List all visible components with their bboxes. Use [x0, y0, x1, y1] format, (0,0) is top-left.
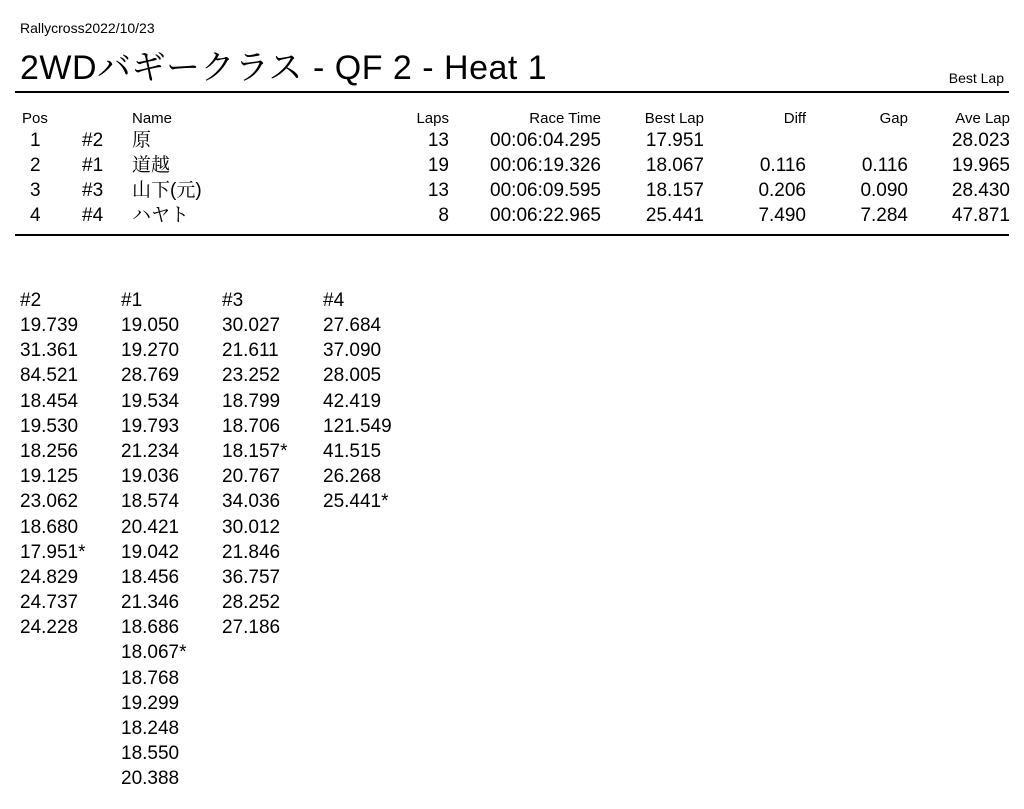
lap-time: 37.090 — [323, 340, 382, 362]
cell-gap — [806, 128, 908, 153]
cell-diff: 0.206 — [758, 180, 806, 201]
lap-time: 18.067* — [121, 642, 187, 664]
lap-time: 18.456 — [121, 566, 180, 588]
cell-gap: 0.090 — [860, 180, 908, 201]
lap-time: 42.419 — [323, 390, 382, 412]
lap-time: 25.441* — [323, 491, 389, 513]
col-race-time-header: Race Time — [529, 109, 601, 127]
cell-name: 山下(元) — [132, 180, 202, 201]
lap-time: 21.346 — [121, 592, 180, 614]
lap-time: 18.686 — [121, 617, 180, 639]
lap-time: 19.042 — [121, 541, 180, 563]
cell-name: ハヤト — [132, 205, 190, 226]
cell-race-time: 00:06:09.595 — [490, 180, 601, 201]
cell-diff — [704, 128, 806, 153]
lap-column-car: #1 — [121, 290, 143, 311]
cell-pos: 2 — [30, 155, 41, 176]
lap-time: 34.036 — [222, 491, 281, 513]
lap-time: 20.421 — [121, 516, 180, 538]
cell-diff: 0.116 — [759, 155, 806, 176]
cell-gap: 7.284 — [860, 205, 908, 226]
lap-time: 19.739 — [20, 315, 79, 336]
lap-column-car: #4 — [323, 290, 345, 311]
lap-time: 19.050 — [121, 315, 180, 336]
lap-time: 28.005 — [323, 365, 382, 387]
lap-time: 28.769 — [121, 365, 180, 387]
lap-time: 18.248 — [121, 718, 180, 739]
cell-ave-lap: 47.871 — [951, 205, 1010, 226]
cell-laps: 13 — [427, 130, 449, 151]
cell-pos: 3 — [30, 180, 41, 201]
cell-race-time: 00:06:19.326 — [490, 155, 601, 176]
col-name-header: Name — [132, 109, 173, 127]
cell-best-lap: 18.067 — [645, 155, 704, 176]
lap-time: 24.228 — [20, 617, 79, 639]
lap-time: 21.611 — [222, 340, 279, 362]
bottom-rule — [15, 234, 1009, 236]
lap-time: 36.757 — [222, 566, 281, 588]
lap-column-car: #3 — [222, 290, 244, 311]
lap-time: 18.768 — [121, 667, 180, 689]
table-row — [20, 153, 1010, 178]
col-best-lap-header: Best Lap — [644, 109, 704, 127]
cell-gap: 0.116 — [861, 155, 908, 176]
lap-time: 19.530 — [20, 415, 79, 437]
lap-time: 31.361 — [20, 340, 79, 362]
lap-time: 20.767 — [222, 466, 281, 488]
lap-time: 17.951* — [20, 541, 86, 563]
lap-column-car: #2 — [20, 290, 42, 311]
best-lap-note: Best Lap — [948, 70, 1004, 86]
lap-time: 24.829 — [20, 566, 79, 588]
lap-time: 18.706 — [222, 415, 281, 437]
lap-column — [121, 288, 222, 792]
lap-time: 19.125 — [20, 466, 79, 488]
cell-pos: 1 — [30, 130, 41, 151]
lap-time: 18.799 — [222, 390, 281, 412]
cell-best-lap: 17.951 — [645, 130, 704, 151]
col-pos-header: Pos — [22, 109, 48, 127]
lap-time: 21.846 — [222, 541, 281, 563]
lap-column — [222, 288, 323, 792]
cell-ave-lap: 28.023 — [951, 130, 1010, 151]
lap-time: 23.062 — [20, 491, 79, 513]
cell-laps: 8 — [438, 205, 449, 226]
cell-race-time: 00:06:22.965 — [490, 205, 601, 226]
col-ave-lap-header: Ave Lap — [955, 109, 1010, 127]
lap-time: 18.454 — [20, 390, 79, 412]
lap-time: 18.574 — [121, 491, 180, 513]
lap-time: 19.793 — [121, 415, 180, 437]
lap-time: 23.252 — [222, 365, 281, 387]
cell-ave-lap: 19.965 — [951, 155, 1010, 176]
lap-time: 18.550 — [121, 743, 180, 765]
lap-time: 28.252 — [222, 592, 281, 614]
lap-time: 27.186 — [222, 617, 281, 639]
lap-column — [20, 288, 121, 792]
col-car-header — [82, 108, 132, 128]
lap-times-area — [20, 288, 424, 792]
lap-time: 18.157* — [222, 440, 288, 462]
cell-car: #2 — [82, 130, 104, 151]
lap-time: 41.515 — [323, 440, 382, 462]
lap-time: 18.680 — [20, 516, 79, 538]
lap-time: 30.012 — [222, 516, 281, 538]
lap-time: 26.268 — [323, 466, 382, 488]
lap-time: 84.521 — [20, 365, 79, 387]
cell-laps: 19 — [427, 155, 449, 176]
col-laps-header: Laps — [416, 109, 449, 127]
top-rule — [15, 91, 1009, 93]
cell-laps: 13 — [427, 180, 449, 201]
cell-best-lap: 25.441 — [645, 205, 704, 226]
table-row — [20, 203, 1010, 228]
lap-column — [323, 288, 424, 792]
cell-diff: 7.490 — [758, 205, 806, 226]
lap-time: 20.388 — [121, 768, 180, 790]
lap-time: 30.027 — [222, 315, 281, 336]
event-name: Rallycross2022/10/23 — [20, 20, 155, 36]
lap-time: 19.299 — [121, 692, 180, 714]
lap-time: 19.534 — [121, 390, 180, 412]
table-row — [20, 178, 1010, 203]
cell-name: 原 — [132, 130, 152, 151]
lap-time: 21.234 — [121, 440, 180, 462]
lap-time: 18.256 — [20, 440, 79, 462]
cell-ave-lap: 28.430 — [951, 180, 1010, 201]
cell-race-time: 00:06:04.295 — [490, 130, 601, 151]
lap-time: 19.270 — [121, 340, 180, 362]
cell-best-lap: 18.157 — [645, 180, 704, 201]
lap-time: 24.737 — [20, 592, 79, 614]
lap-time: 27.684 — [323, 315, 382, 336]
table-row — [20, 128, 1010, 153]
cell-car: #1 — [82, 155, 104, 176]
col-gap-header: Gap — [879, 109, 908, 127]
cell-name: 道越 — [132, 155, 171, 176]
results-header-row — [20, 108, 1010, 128]
lap-time: 121.549 — [323, 415, 392, 437]
cell-car: #4 — [82, 205, 104, 226]
col-diff-header: Diff — [783, 109, 806, 127]
lap-time: 19.036 — [121, 466, 180, 488]
results-table — [20, 108, 1010, 228]
cell-car: #3 — [82, 180, 104, 201]
heat-title: 2WDバギークラス - QF 2 - Heat 1 — [20, 49, 548, 87]
cell-pos: 4 — [30, 205, 41, 226]
